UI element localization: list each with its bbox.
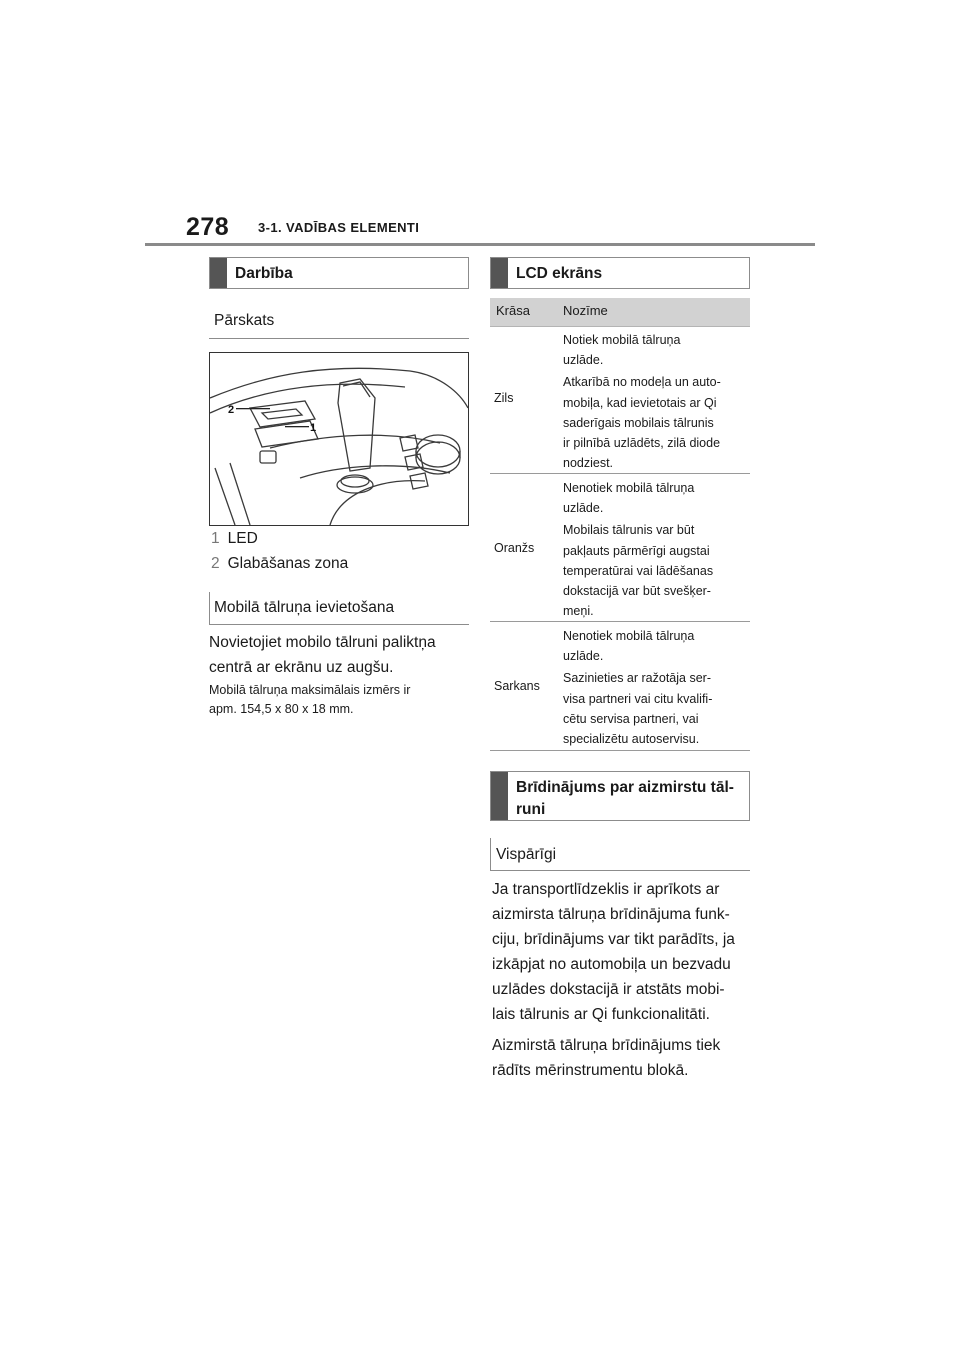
page-number: 278: [186, 213, 230, 241]
text-line: dokstacijā var būt svešķer-: [563, 584, 711, 599]
table-header-color: Krāsa: [496, 303, 530, 318]
section-marker: [491, 772, 508, 820]
text-line: uzlādes dokstacijā ir atstāts mobi-: [492, 981, 725, 998]
text-line: centrā ar ekrānu uz augšu.: [209, 659, 394, 676]
text-line: Novietojiet mobilo tālruni paliktņa: [209, 634, 436, 651]
text-line: nodziest.: [563, 456, 614, 471]
legend-text: LED: [227, 530, 258, 547]
legend-text: Glabāšanas zona: [227, 555, 349, 572]
table-cell-meaning: [563, 478, 713, 621]
section-title: LCD ekrāns: [516, 265, 603, 282]
text-line: pakļauts pārmērīgi augstai: [563, 543, 710, 558]
text-line: lais tālrunis ar Qi funkcionalitāti.: [492, 1006, 710, 1023]
text-line: Mobilā tālruņa maksimālais izmērs ir: [209, 683, 411, 697]
text-line: Sazinieties ar ražotāja ser-: [563, 671, 711, 686]
table-header: [490, 298, 750, 327]
general-heading: Vispārīgi: [496, 846, 557, 863]
legend-item-storage: [211, 555, 348, 573]
insert-heading-marker: [209, 592, 210, 624]
text-line: Ja transportlīdzeklis ir aprīkots ar: [492, 881, 720, 898]
section-lcd: [490, 257, 750, 289]
table-row-divider: [490, 750, 750, 751]
table-header-meaning: Nozīme: [563, 303, 608, 318]
callout-1: 1: [310, 422, 317, 434]
text-line: uzlāde.: [563, 501, 604, 516]
section-marker: [210, 258, 227, 288]
console-drawing: [210, 353, 468, 525]
size-note: [209, 681, 410, 719]
chapter-title: 3-1. VADĪBAS ELEMENTI: [258, 220, 420, 235]
insert-heading: Mobilā tālruņa ievietošana: [214, 599, 395, 616]
table-row-divider: [490, 473, 750, 474]
text-line: Notiek mobilā tālruņa: [563, 333, 681, 347]
general-heading-marker: [490, 838, 491, 870]
section-operation: [209, 257, 469, 289]
text-line: meņi.: [563, 604, 594, 619]
text-line: ir pilnībā uzlādēts, zilā diode: [563, 436, 721, 451]
table-row-divider: [490, 621, 750, 622]
warning-paragraph-1: [492, 877, 735, 1027]
text-line: apm. 154,5 x 80 x 18 mm.: [209, 702, 354, 716]
table-cell-meaning: [563, 330, 721, 473]
text-line: Nenotiek mobilā tālruņa: [563, 481, 695, 495]
text-line: Brīdinājums par aizmirstu tāl-: [516, 779, 734, 796]
header-rule: [145, 243, 815, 246]
text-line: uzlāde.: [563, 353, 604, 368]
text-line: Aizmirstā tālruņa brīdinājums tiek: [492, 1037, 721, 1054]
legend-item-led: [211, 530, 258, 548]
text-line: visa partneri vai citu kvalifi-: [563, 691, 713, 706]
text-line: Atkarībā no modeļa un auto-: [563, 375, 721, 390]
section-forgotten-phone: [490, 771, 750, 821]
text-line: rādīts mērinstrumentu blokā.: [492, 1062, 689, 1079]
text-line: cētu servisa partneri, vai: [563, 711, 699, 726]
text-line: izkāpjat no automobiļa un bezvadu: [492, 956, 731, 973]
text-line: ciju, brīdinājums var tikt parādīts, ja: [492, 931, 735, 948]
text-line: runi: [516, 801, 546, 818]
text-line: Mobilais tālrunis var būt: [563, 523, 695, 538]
section-title: Darbība: [235, 265, 293, 282]
text-line: saderīgais mobilais tālrunis: [563, 415, 714, 430]
text-line: temperatūrai vai lādēšanas: [563, 563, 714, 578]
text-line: specializētu autoservisu.: [563, 732, 700, 747]
text-line: aizmirsta tālruņa brīdinājuma funk-: [492, 906, 730, 923]
overview-heading: Pārskats: [214, 312, 275, 329]
overview-rule: [209, 338, 469, 339]
section-marker: [491, 258, 508, 288]
text-line: mobiļa, kad ievietotais ar Qi: [563, 395, 717, 410]
insert-instructions: [209, 630, 436, 680]
table-cell-color: Sarkans: [494, 679, 540, 693]
insert-rule: [209, 624, 469, 625]
warning-paragraph-2: [492, 1033, 720, 1083]
table-cell-color: Oranžs: [494, 541, 535, 555]
console-illustration: [209, 352, 469, 526]
callout-2: 2: [228, 404, 235, 416]
text-line: Nenotiek mobilā tālruņa: [563, 629, 695, 643]
table-cell-meaning: [563, 626, 712, 749]
table-cell-color: Zils: [494, 391, 514, 405]
legend-number: 1: [211, 530, 220, 547]
general-rule: [490, 870, 750, 871]
legend-number: 2: [211, 555, 220, 572]
section-title: [516, 777, 743, 821]
text-line: uzlāde.: [563, 649, 604, 664]
